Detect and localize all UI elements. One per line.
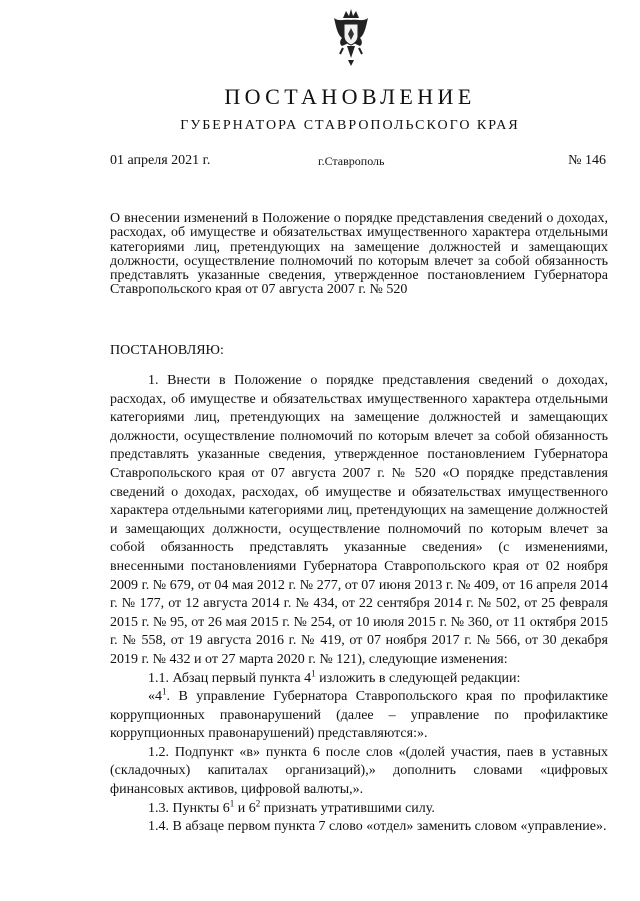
- paragraph-1: 1. Внести в Положение о порядке представления сведений о доходах, расходах, об имуществе и обязательствах имущественного характера отдельными категориями лиц, претендующих на замещение должностей и замещающих должности, осуществление полномочий по которым влечет за собой обязанность представлять указанные сведения, утвержденное постановлением Губернатора Ставропольского края от 07 августа 2007 г. № 520 «О порядке представления сведений о доходах, расходах, об имуществе и обязательствах имущественного характера отдельными категориями лиц, претендующих на замещение должностей и замещающих должности, осуществление полномочий по которым влечет за собой обязанность представлять указанные сведения» (с изменениями, внесенными постановлениями Губернатора Ставропольского края от 02 ноября 2009 г. № 679, от 04 мая 2012 г. № 277, от 07 июня 2013 г. № 409, от 16 апреля 2014 г. № 177, от 12 августа 2014 г. № 434, от 22 сентября 2014 г. № 502, от 25 февраля 2015 г. № 95, от 26 мая 2015 г. № 254, от 10 июля 2015 г. № 360, от 11 октября 2015 г. № 558, от 19 августа 2016 г. № 419, от 07 ноября 2017 г. № 566, от 30 декабря 2019 г. № 432 и от 27 марта 2020 г. № 121), следующие изменения:: [110, 373, 608, 667]
- paragraph-1-3-text-c: признать утратившими силу.: [260, 800, 435, 816]
- paragraph-1-1-text-a: 1.1. Абзац первый пункта 4: [148, 670, 312, 686]
- paragraph-1-3: [110, 800, 608, 819]
- paragraph-1-2: 1.2. Подпункт «в» пункта 6 после слов «(долей участия, паев в уставных (складочных) капиталах организаций),» дополнить словами «цифровых финансовых активов, цифровой валюты,».: [110, 744, 608, 798]
- paragraph-1-4: 1.4. В абзаце первом пункта 7 слово «отдел» заменить словом «управление».: [148, 819, 607, 835]
- paragraph-1-1-superscript: 1: [311, 667, 316, 678]
- paragraph-1-1: [110, 667, 608, 689]
- document-title: ПОСТАНОВЛЕНИЕ: [224, 84, 476, 109]
- document-subtitle: ГУБЕРНАТОРА СТАВРОПОЛЬСКОГО КРАЯ: [180, 118, 520, 133]
- paragraph-1-1-quote-text-b: . В управление Губернатора Ставропольского края по профилактике коррупционных правонарушений (далее – управление по профилактике коррупционных правонарушений) представляются:».: [110, 689, 608, 742]
- decree-word: ПОСТАНОВЛЯЮ:: [110, 343, 224, 358]
- document-body: [110, 372, 608, 837]
- document-date: 01 апреля 2021 г.: [110, 153, 211, 168]
- paragraph-1-1-text-b: изложить в следующей редакции:: [315, 670, 521, 686]
- paragraph-1-3-superscript-1: 1: [229, 798, 235, 808]
- paragraph-1-1-quote-superscript: 1: [162, 686, 167, 697]
- paragraph-1-3-text-b: и 6: [234, 800, 256, 816]
- paragraph-1-3-superscript-2: 2: [255, 798, 261, 808]
- document-subject: О внесении изменений в Положение о порядке представления сведений о доходах, расходах, об имуществе и обязательствах имущественного характера отдельными категориями лиц, претендующих на замещение должностей и замещающих должности, осуществление полномочий по которым влечет за собой обязанность представлять указанные сведения, утвержденное постановлением Губернатора Ставропольского края от 07 августа 2007 г. № 520: [110, 211, 608, 298]
- document-city: г.Ставрополь: [318, 154, 385, 168]
- paragraph-1-1-quote: [110, 688, 608, 744]
- paragraph-1-1-quote-text-a: «4: [148, 689, 162, 705]
- paragraph-1-3-text-a: 1.3. Пункты 6: [148, 800, 230, 816]
- coat-of-arms-icon: [331, 8, 371, 68]
- document-number: № 146: [568, 153, 606, 168]
